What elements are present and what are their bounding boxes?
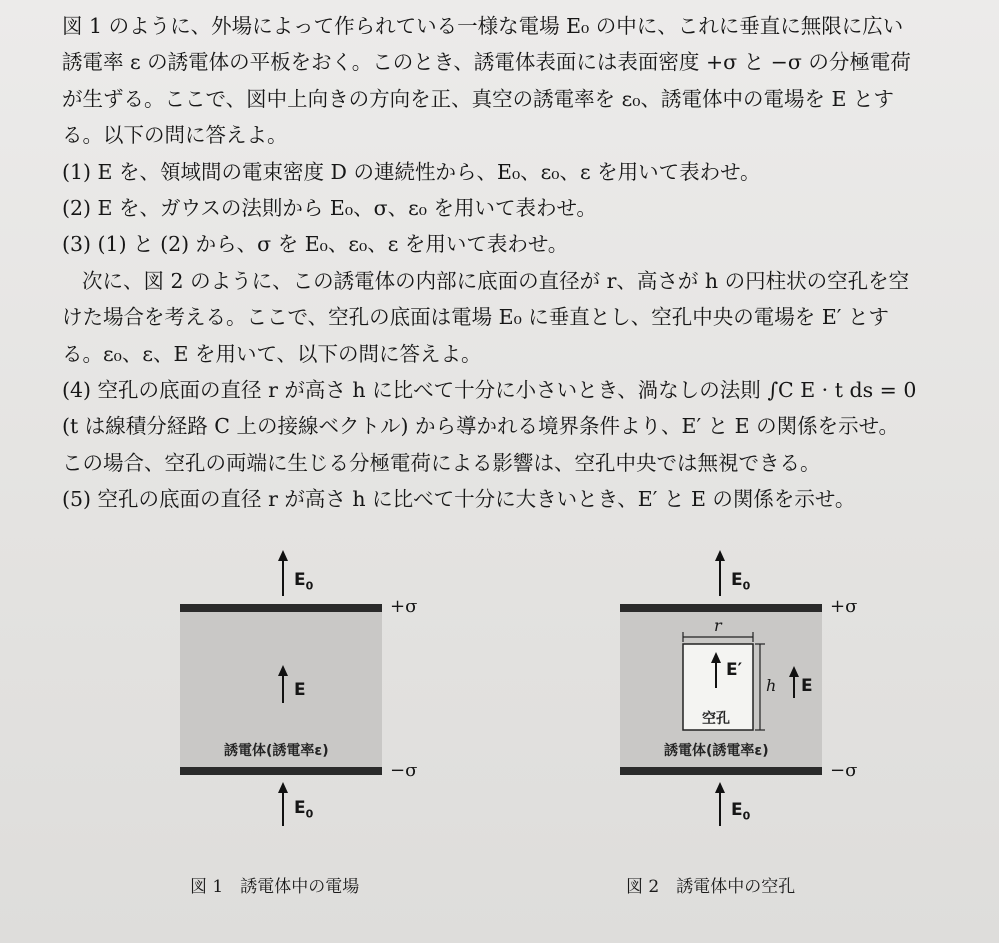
paragraph2-line1: 次に、図 2 のように、この誘電体の内部に底面の直径が r、高さが h の円柱状の空孔を空 [82, 268, 910, 293]
paragraph1-line4: る。以下の問に答えよ。 [62, 123, 288, 148]
fig1-inner-field-label: E [294, 680, 306, 700]
fig2-cavity-label: 空孔 [702, 711, 730, 727]
figure-1-caption: 図 1 誘電体中の電場 [190, 877, 360, 897]
top-plate [620, 604, 822, 612]
paragraph2-line3: る。ε₀、ε、E を用いて、以下の問に答えよ。 [62, 341, 482, 366]
question-1: (1) E を、領域間の電束密度 D の連続性から、E₀、ε₀、ε を用いて表わせ。 [62, 159, 761, 184]
fig1-material-label: 誘電体(誘電率ε) [224, 743, 329, 759]
top-plate [180, 604, 382, 612]
question-5: (5) 空孔の底面の直径 r が高さ h に比べて十分に大きいとき、E′ と E の関係を示せ。 [62, 487, 856, 512]
fig2-top-field-label: $E_0$ [731, 570, 751, 593]
fig2-h-label: h [766, 676, 777, 695]
paragraph1-line3: が生ずる。ここで、図中上向きの方向を正、真空の誘電率を ε₀、誘電体中の電場を E とす [62, 86, 894, 111]
figure-1 [150, 548, 450, 848]
question-3: (3) (1) と (2) から、σ を E₀、ε₀、ε を用いて表わせ。 [62, 232, 569, 257]
fig1-top-field-label: $E_0$ [294, 570, 314, 593]
fig2-plus-sigma: +σ [830, 596, 858, 617]
paragraph2-line2: けた場合を考える。ここで、空孔の底面は電場 E₀ に垂直とし、空孔中央の電場を E′ とす [62, 305, 889, 330]
question-2: (2) E を、ガウスの法則から E₀、σ、ε₀ を用いて表わせ。 [62, 196, 597, 221]
top-field-arrowhead [715, 550, 725, 561]
fig1-minus-sigma: −σ [390, 760, 418, 781]
problem-text [62, 8, 967, 518]
fig2-minus-sigma: −σ [830, 760, 858, 781]
paragraph1-line2: 誘電率 ε の誘電体の平板をおく。このとき、誘電体表面には表面密度 +σ と −σ の分極電荷 [62, 50, 911, 75]
bottom-field-arrowhead [715, 782, 725, 793]
figure-2-caption: 図 2 誘電体中の空孔 [626, 877, 796, 897]
question-4-line2: (t は線積分経路 C 上の接線ベクトル) から導かれる境界条件より、E′ と E の関係を示せ。 [62, 414, 900, 439]
fig1-bottom-field-label: $E_0$ [294, 798, 314, 821]
question-4-line3: この場合、空孔の両端に生じる分極電荷による影響は、空孔中央では無視できる。 [62, 450, 821, 475]
fig2-r-label: r [714, 616, 722, 635]
figure-2 [590, 548, 890, 848]
fig2-outer-field-label: E [801, 676, 813, 696]
paragraph1-line1: 図 1 のように、外場によって作られている一様な電場 E₀ の中に、これに垂直に無限に広い [62, 14, 904, 38]
bottom-plate [180, 767, 382, 775]
fig2-bottom-field-label: $E_0$ [731, 800, 751, 823]
fig1-plus-sigma: +σ [390, 596, 418, 617]
bottom-plate [620, 767, 822, 775]
fig2-material-label: 誘電体(誘電率ε) [664, 743, 769, 759]
fig2-cavity-field-label: E′ [726, 660, 743, 680]
top-field-arrowhead [278, 550, 288, 561]
bottom-field-arrowhead [278, 782, 288, 793]
question-4-line1: (4) 空孔の底面の直径 r が高さ h に比べて十分に小さいとき、渦なしの法則 ∫C E · t ds = 0 [62, 378, 917, 403]
